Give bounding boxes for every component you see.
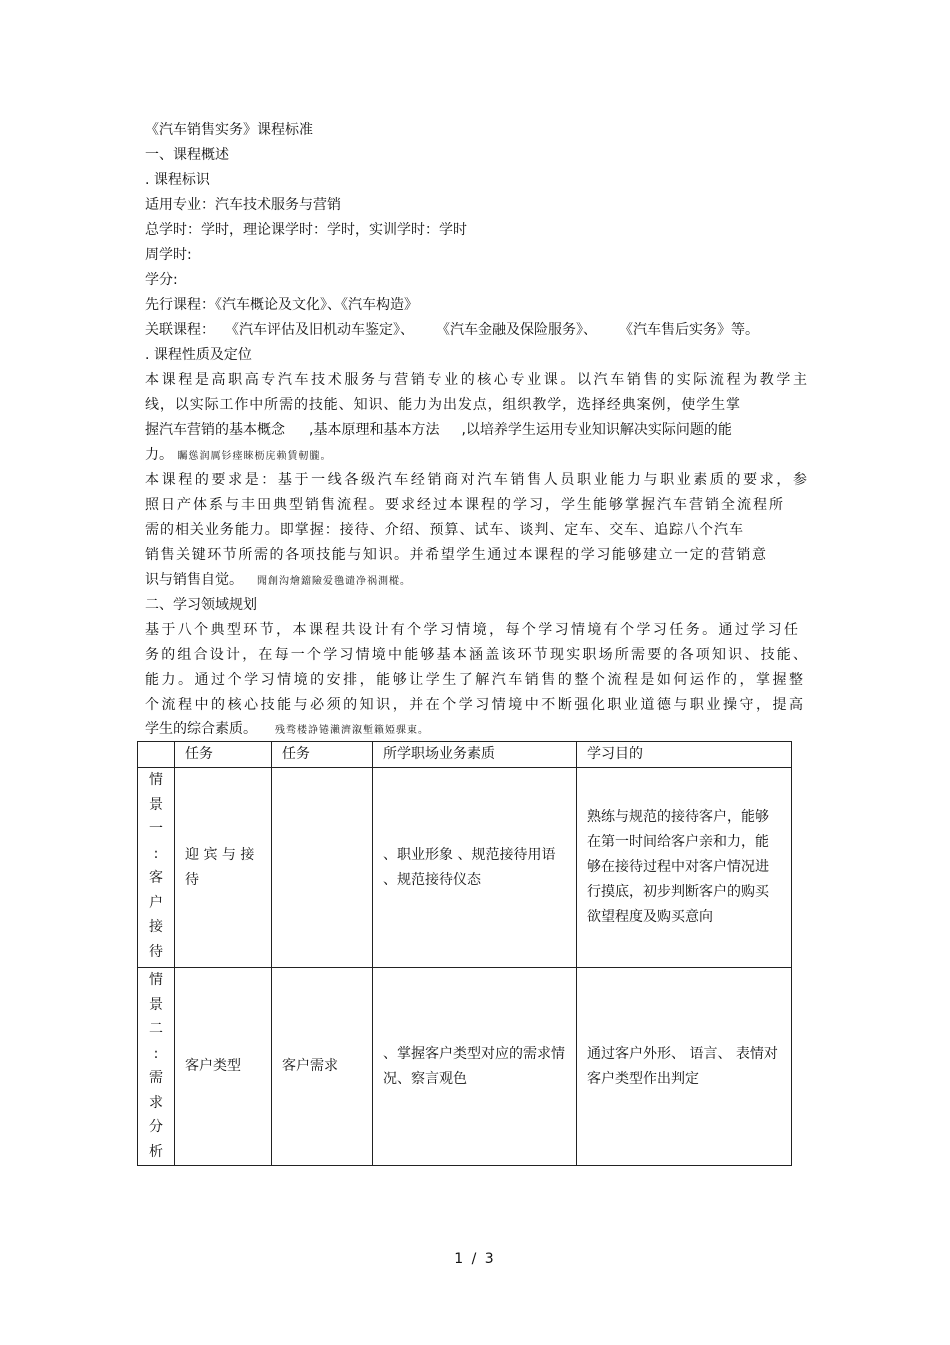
scene-cell: 情 景 二 : 需 求 分 析 — [138, 968, 175, 1166]
paragraph-line: 需的相关业务能力。即掌握：接待、介绍、预算、试车、谈判、定车、交车、追踪八个汽车 — [145, 522, 743, 538]
related-label: 关联课程： — [145, 322, 215, 338]
text-fragment: 识与销售自觉。 — [145, 572, 243, 588]
related-course-3: 《汽车售后实务》等。 — [619, 322, 759, 338]
task2-cell: 客户需求 — [272, 968, 373, 1166]
goal-cell: 通过客户外形、 语言、 表情对客户类型作出判定 — [577, 968, 792, 1166]
learning-plan-table — [137, 741, 792, 1166]
text-fragment: 力。 — [145, 447, 173, 463]
related-courses — [145, 320, 759, 340]
garbled-watermark-text: 聞創沟燴鐺險爱氇谴净祸測樅。 — [257, 576, 411, 587]
text-fragment: ,以培养学生运用专业知识解决实际问题的能 — [461, 422, 732, 438]
header-cell: 学习目的 — [577, 742, 792, 768]
paragraph-line: 本课程是高职高专汽车技术服务与营销专业的核心专业课。以汽车销售的实际流程为教学主 — [145, 372, 807, 388]
paragraph-line — [145, 420, 732, 440]
applicable-major: 适用专业：汽车技术服务与营销 — [145, 197, 341, 213]
table-row — [138, 968, 792, 1166]
paragraph-line — [145, 719, 429, 741]
task2-cell — [272, 768, 373, 968]
subheading-course-id: . 课程标识 — [145, 172, 210, 188]
header-cell: 所学职场业务素质 — [373, 742, 577, 768]
page-number: 1 / 3 — [454, 1251, 496, 1267]
doc-title: 《汽车销售实务》课程标准 — [145, 122, 313, 138]
subheading-nature: . 课程性质及定位 — [145, 347, 252, 363]
weekly-hours: 周学时: — [145, 247, 192, 263]
text-fragment: 握汽车营销的基本概念 — [145, 422, 285, 438]
text-fragment: 学生的综合素质。 — [145, 721, 257, 737]
goal-cell: 熟练与规范的接待客户，能够在第一时间给客户亲和力，能够在接待过程中对客户情况进行摸底，初步判断客户的购买欲望程度及购买意向 — [577, 768, 792, 968]
task1-cell: 客户类型 — [175, 968, 272, 1166]
paragraph-line — [145, 445, 331, 467]
paragraph-line: 务的组合设计，在每一个学习情境中能够基本涵盖该环节现实职场所需要的各项知识、技能、 — [145, 647, 807, 663]
paragraph-line: 销售关键环节所需的各项技能与知识。并希望学生通过本课程的学习能够建立一定的营销意 — [145, 547, 766, 563]
text-fragment: ,基本原理和基本方法 — [309, 422, 440, 438]
header-cell — [138, 742, 175, 768]
table-header-row — [138, 742, 792, 768]
header-cell: 任务 — [272, 742, 373, 768]
total-hours: 总学时：学时，理论课学时：学时，实训学时：学时 — [145, 222, 467, 238]
related-course-2: 《汽车金融及保险服务》、 — [436, 322, 597, 338]
paragraph-line — [145, 570, 411, 592]
paragraph-line: 本课程的要求是：基于一线各级汽车经销商对汽车销售人员职业能力与职业素质的要求，参 — [145, 472, 807, 488]
section-heading-overview: 一、课程概述 — [145, 147, 229, 163]
task1-cell: 迎 宾 与 接 待 — [175, 768, 272, 968]
paragraph-line: 基于八个典型环节，本课程共设计有个学习情境，每个学习情境有个学习任务。通过学习任 — [145, 622, 798, 638]
paragraph-line: 线，以实际工作中所需的技能、知识、能力为出发点，组织教学，选择经典案例，使学生掌 — [145, 397, 740, 413]
paragraph-line: 照日产体系与丰田典型销售流程。要求经过本课程的学习，学生能够掌握汽车营销全流程所 — [145, 497, 783, 513]
garbled-watermark-text: 残骛楼諍锩瀨濟溆塹籟婭骒東。 — [275, 725, 429, 736]
credits: 学分: — [145, 272, 178, 288]
header-cell: 任务 — [175, 742, 272, 768]
quality-cell: 、职业形象 、规范接待用语 、规范接待仪态 — [373, 768, 577, 968]
section-heading-planning: 二、学习领域规划 — [145, 597, 257, 613]
prerequisite-courses: 先行课程：《汽车概论及文化》、《汽车构造》 — [145, 297, 418, 313]
quality-cell: 、掌握客户类型对应的需求情况、察言观色 — [373, 968, 577, 1166]
table-row — [138, 768, 792, 968]
garbled-watermark-text: 矚慫润厲钐瘗睞枥庑赖賃軔朧。 — [177, 451, 332, 462]
related-course-1: 《汽车评估及旧机动车鉴定》、 — [225, 322, 414, 338]
scene-cell: 情 景 一 : 客 户 接 待 — [138, 768, 175, 968]
paragraph-line: 能力。通过个学习情境的安排，能够让学生了解汽车销售的整个流程是如何运作的，掌握整 — [145, 672, 803, 688]
paragraph-line: 个流程中的核心技能与必须的知识，并在个学习情境中不断强化职业道德与职业操守，提高 — [145, 697, 803, 713]
